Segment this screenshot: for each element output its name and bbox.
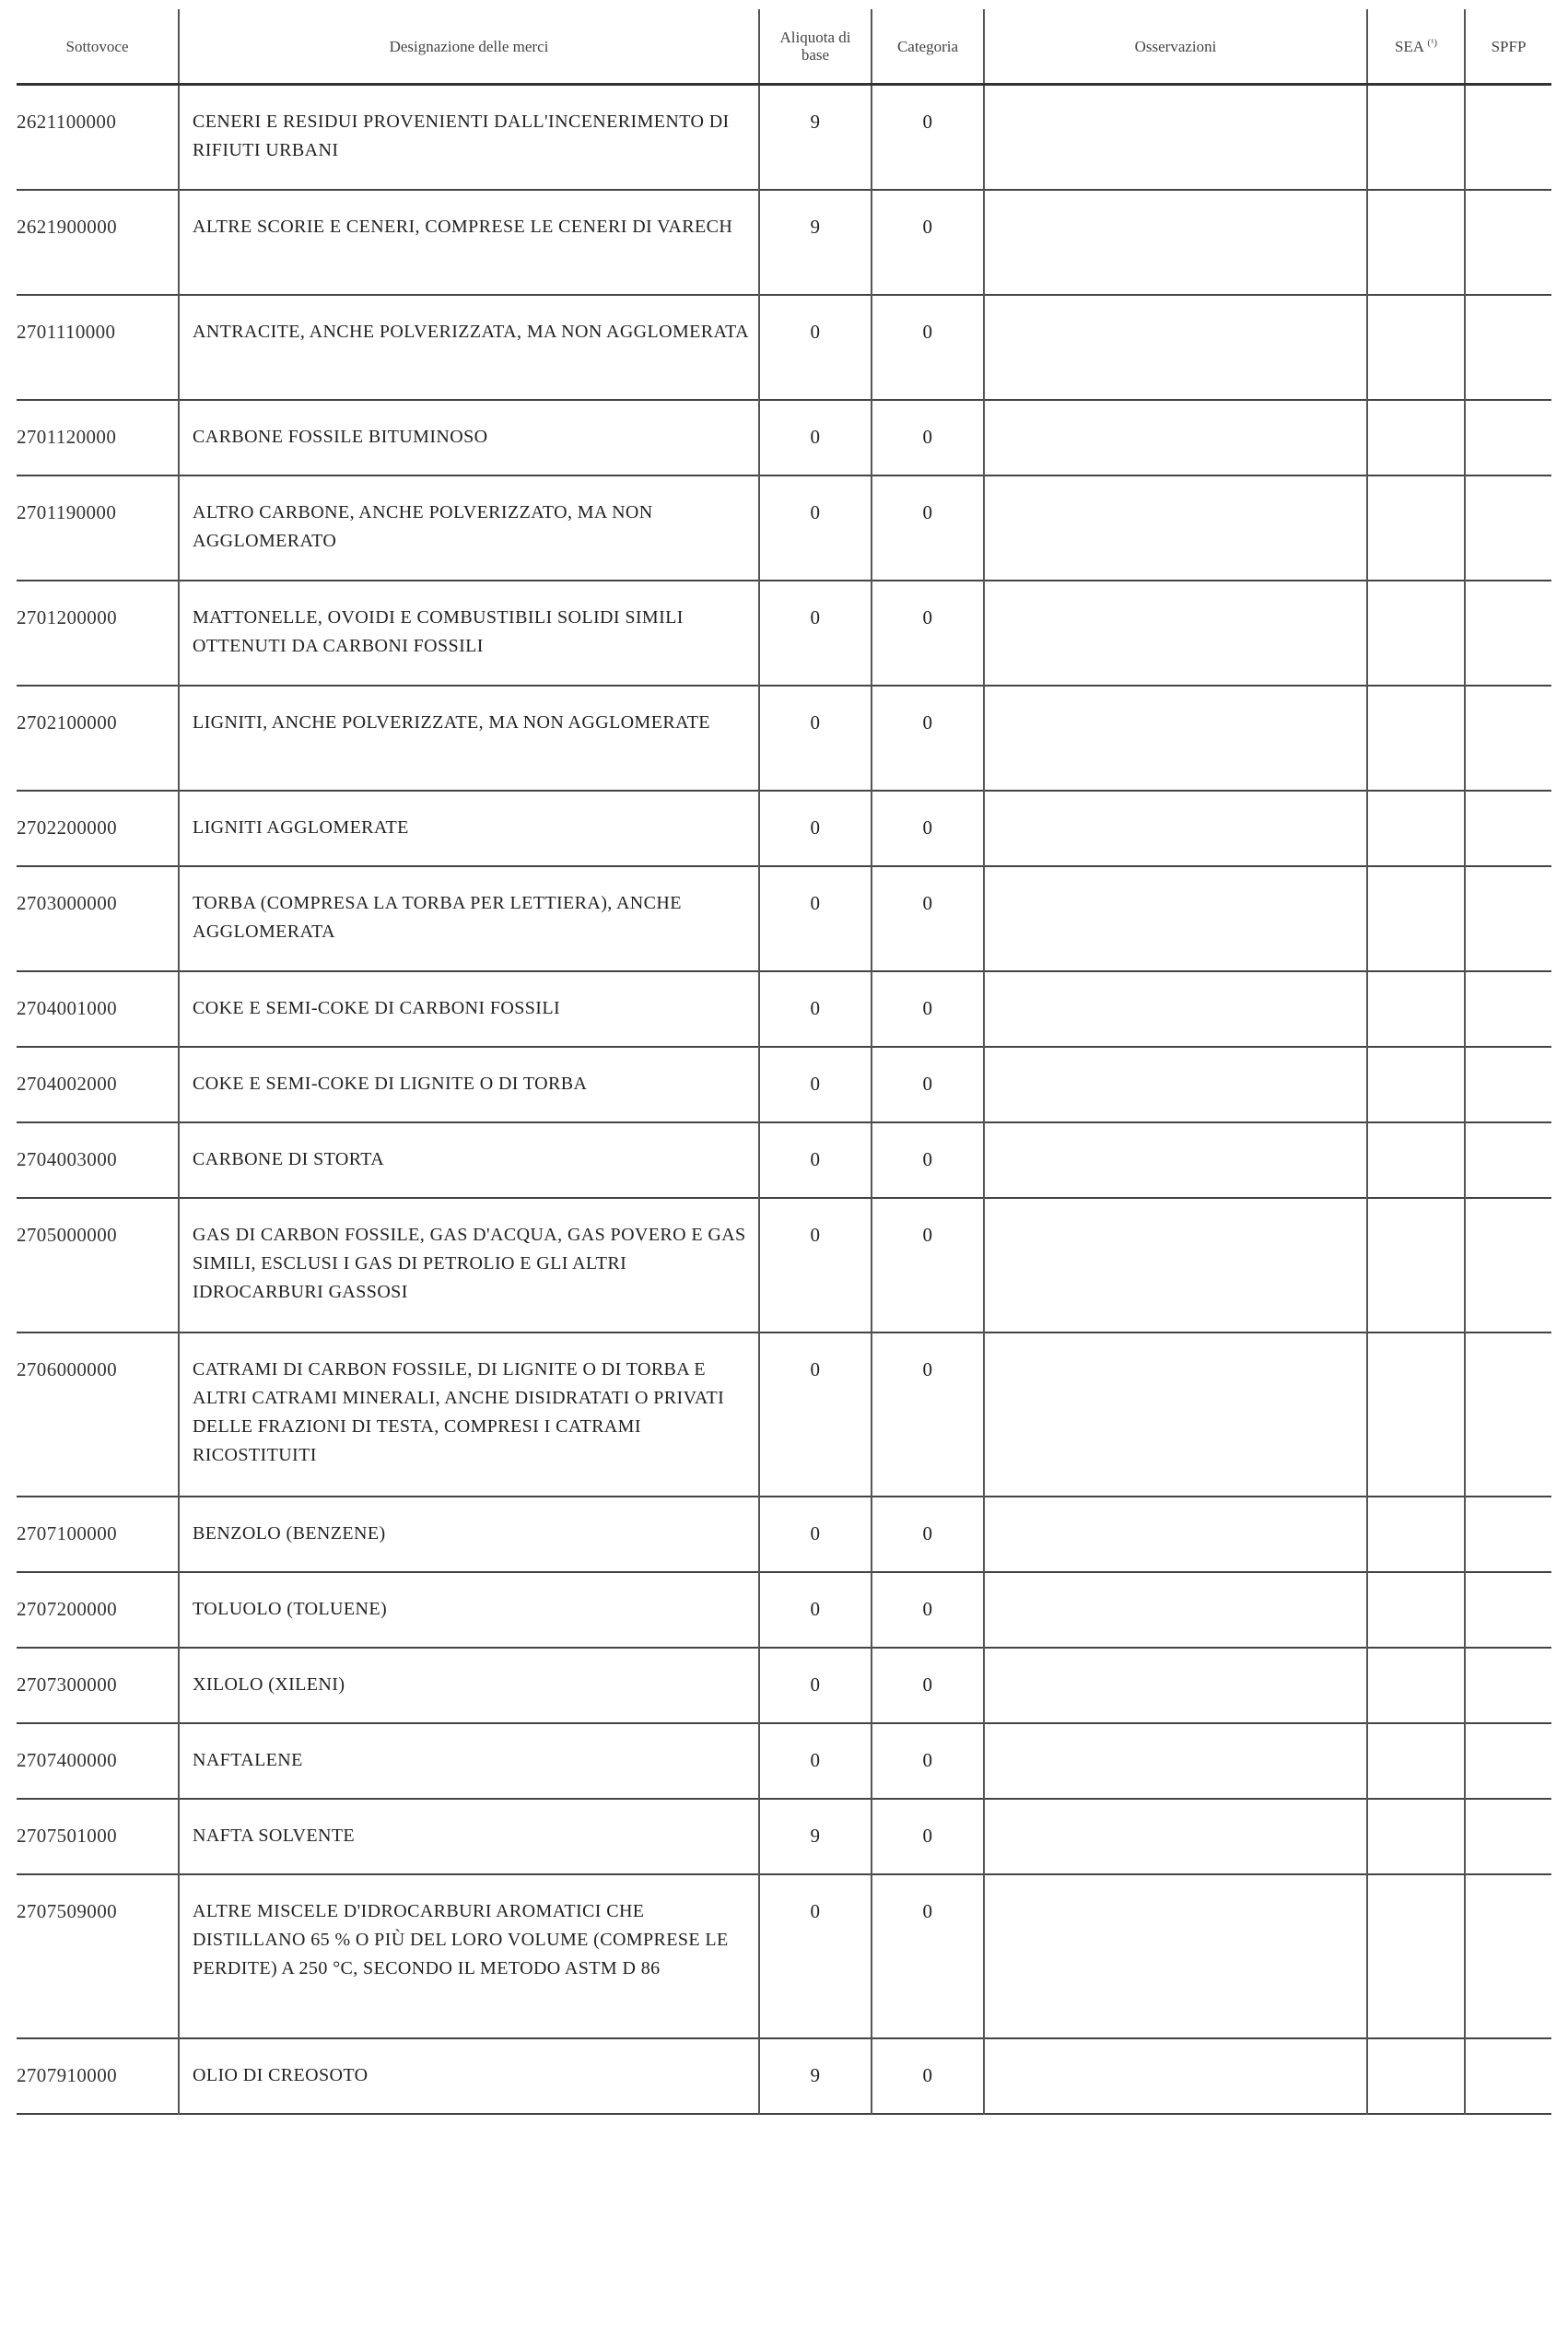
row-spfp xyxy=(1465,1198,1551,1332)
table-row xyxy=(17,1874,1551,2038)
row-spfp xyxy=(1465,85,1551,190)
row-notes xyxy=(984,1799,1367,1874)
row-category: 0 xyxy=(872,1874,984,2038)
row-base-rate: 9 xyxy=(759,190,872,295)
row-notes xyxy=(984,85,1367,190)
row-spfp xyxy=(1465,866,1551,971)
row-code: 2703000000 xyxy=(17,866,179,971)
row-code: 2707300000 xyxy=(17,1648,179,1723)
row-sea xyxy=(1367,190,1465,295)
row-sea xyxy=(1367,1572,1465,1648)
row-sea xyxy=(1367,1198,1465,1332)
table-row xyxy=(17,1497,1551,1572)
table-row xyxy=(17,1198,1551,1332)
row-sea xyxy=(1367,475,1465,581)
row-description: ANTRACITE, ANCHE POLVERIZZATA, MA NON AGGLOMERATA xyxy=(179,295,759,400)
row-notes xyxy=(984,400,1367,475)
row-code: 2701200000 xyxy=(17,581,179,686)
row-notes xyxy=(984,1723,1367,1799)
row-spfp xyxy=(1465,1332,1551,1497)
table-row xyxy=(17,1332,1551,1497)
row-code: 2702200000 xyxy=(17,791,179,866)
row-category: 0 xyxy=(872,190,984,295)
row-sea xyxy=(1367,686,1465,791)
row-category: 0 xyxy=(872,295,984,400)
header-code: Sottovoce xyxy=(17,9,179,85)
table-row xyxy=(17,295,1551,400)
table-row xyxy=(17,866,1551,971)
row-sea xyxy=(1367,1723,1465,1799)
row-notes xyxy=(984,1332,1367,1497)
row-description: LIGNITI AGGLOMERATE xyxy=(179,791,759,866)
row-notes xyxy=(984,190,1367,295)
footnote-ref: (¹) xyxy=(1427,36,1438,48)
row-code: 2701120000 xyxy=(17,400,179,475)
row-sea xyxy=(1367,85,1465,190)
row-code: 2707910000 xyxy=(17,2038,179,2114)
row-category: 0 xyxy=(872,475,984,581)
row-code: 2702100000 xyxy=(17,686,179,791)
row-notes xyxy=(984,1497,1367,1572)
row-description: OLIO DI CREOSOTO xyxy=(179,2038,759,2114)
row-description: MATTONELLE, OVOIDI E COMBUSTIBILI SOLIDI SIMILI OTTENUTI DA CARBONI FOSSILI xyxy=(179,581,759,686)
row-base-rate: 0 xyxy=(759,1874,872,2038)
row-spfp xyxy=(1465,1497,1551,1572)
header-base-rate: Aliquota di base xyxy=(759,9,872,85)
row-base-rate: 0 xyxy=(759,475,872,581)
row-description: TOLUOLO (TOLUENE) xyxy=(179,1572,759,1648)
row-description: CARBONE FOSSILE BITUMINOSO xyxy=(179,400,759,475)
row-notes xyxy=(984,1122,1367,1198)
row-spfp xyxy=(1465,686,1551,791)
table-row xyxy=(17,475,1551,581)
row-sea xyxy=(1367,581,1465,686)
row-code: 2704003000 xyxy=(17,1122,179,1198)
table-row xyxy=(17,1723,1551,1799)
row-category: 0 xyxy=(872,1572,984,1648)
table-row xyxy=(17,1799,1551,1874)
row-base-rate: 0 xyxy=(759,1723,872,1799)
table-row xyxy=(17,1648,1551,1723)
row-code: 2704001000 xyxy=(17,971,179,1047)
table-row xyxy=(17,686,1551,791)
row-sea xyxy=(1367,791,1465,866)
row-description: NAFTALENE xyxy=(179,1723,759,1799)
row-notes xyxy=(984,1648,1367,1723)
row-notes xyxy=(984,866,1367,971)
row-code: 2707509000 xyxy=(17,1874,179,2038)
row-base-rate: 0 xyxy=(759,295,872,400)
table-row xyxy=(17,1572,1551,1648)
row-category: 0 xyxy=(872,400,984,475)
table-row xyxy=(17,85,1551,190)
row-description: ALTRE SCORIE E CENERI, COMPRESE LE CENERI DI VARECH xyxy=(179,190,759,295)
row-description: COKE E SEMI-COKE DI CARBONI FOSSILI xyxy=(179,971,759,1047)
row-code: 2707200000 xyxy=(17,1572,179,1648)
row-description: ALTRO CARBONE, ANCHE POLVERIZZATO, MA NON AGGLOMERATO xyxy=(179,475,759,581)
row-category: 0 xyxy=(872,1047,984,1122)
row-description: ALTRE MISCELE D'IDROCARBURI AROMATICI CHE DISTILLANO 65 % O PIÙ DEL LORO VOLUME (COMPRESE LE PERDITE) A 250 °C, SECONDO IL METODO ASTM D 86 xyxy=(179,1874,759,2038)
row-spfp xyxy=(1465,971,1551,1047)
row-notes xyxy=(984,295,1367,400)
header-sea-label: SEA xyxy=(1394,37,1424,55)
row-base-rate: 0 xyxy=(759,791,872,866)
row-code: 2701190000 xyxy=(17,475,179,581)
row-code: 2706000000 xyxy=(17,1332,179,1497)
row-sea xyxy=(1367,1332,1465,1497)
row-base-rate: 0 xyxy=(759,1332,872,1497)
row-notes xyxy=(984,791,1367,866)
row-base-rate: 9 xyxy=(759,1799,872,1874)
row-notes xyxy=(984,581,1367,686)
table-row xyxy=(17,581,1551,686)
row-code: 2707501000 xyxy=(17,1799,179,1874)
row-description: NAFTA SOLVENTE xyxy=(179,1799,759,1874)
table-header xyxy=(17,9,1551,85)
header-category: Categoria xyxy=(872,9,984,85)
header-spfp: SPFP xyxy=(1465,9,1551,85)
row-category: 0 xyxy=(872,866,984,971)
row-spfp xyxy=(1465,2038,1551,2114)
table-row xyxy=(17,971,1551,1047)
row-notes xyxy=(984,1874,1367,2038)
row-category: 0 xyxy=(872,1497,984,1572)
row-category: 0 xyxy=(872,791,984,866)
row-description: CENERI E RESIDUI PROVENIENTI DALL'INCENERIMENTO DI RIFIUTI URBANI xyxy=(179,85,759,190)
row-spfp xyxy=(1465,295,1551,400)
row-sea xyxy=(1367,1874,1465,2038)
row-sea xyxy=(1367,400,1465,475)
table-row xyxy=(17,2038,1551,2114)
row-code: 2621100000 xyxy=(17,85,179,190)
row-spfp xyxy=(1465,1874,1551,2038)
row-sea xyxy=(1367,1648,1465,1723)
row-code: 2621900000 xyxy=(17,190,179,295)
row-notes xyxy=(984,1198,1367,1332)
row-base-rate: 0 xyxy=(759,866,872,971)
row-sea xyxy=(1367,295,1465,400)
row-code: 2707100000 xyxy=(17,1497,179,1572)
row-code: 2707400000 xyxy=(17,1723,179,1799)
row-spfp xyxy=(1465,1572,1551,1648)
row-code: 2704002000 xyxy=(17,1047,179,1122)
row-category: 0 xyxy=(872,1799,984,1874)
row-description: CARBONE DI STORTA xyxy=(179,1122,759,1198)
table-row xyxy=(17,791,1551,866)
table-row xyxy=(17,1047,1551,1122)
row-spfp xyxy=(1465,581,1551,686)
row-base-rate: 0 xyxy=(759,1198,872,1332)
row-notes xyxy=(984,475,1367,581)
row-category: 0 xyxy=(872,2038,984,2114)
row-category: 0 xyxy=(872,971,984,1047)
row-base-rate: 0 xyxy=(759,1497,872,1572)
tariff-table xyxy=(17,9,1551,2115)
row-base-rate: 9 xyxy=(759,85,872,190)
row-description: TORBA (COMPRESA LA TORBA PER LETTIERA), ANCHE AGGLOMERATA xyxy=(179,866,759,971)
row-description: XILOLO (XILENI) xyxy=(179,1648,759,1723)
row-category: 0 xyxy=(872,1198,984,1332)
table-body xyxy=(17,85,1551,2114)
row-code: 2701110000 xyxy=(17,295,179,400)
row-base-rate: 0 xyxy=(759,1572,872,1648)
row-sea xyxy=(1367,1799,1465,1874)
header-description: Designazione delle merci xyxy=(179,9,759,85)
row-category: 0 xyxy=(872,85,984,190)
row-base-rate: 0 xyxy=(759,400,872,475)
row-sea xyxy=(1367,971,1465,1047)
row-notes xyxy=(984,2038,1367,2114)
row-category: 0 xyxy=(872,1648,984,1723)
row-spfp xyxy=(1465,1799,1551,1874)
row-base-rate: 0 xyxy=(759,1648,872,1723)
row-sea xyxy=(1367,2038,1465,2114)
row-spfp xyxy=(1465,1723,1551,1799)
header-notes: Osservazioni xyxy=(984,9,1367,85)
row-base-rate: 0 xyxy=(759,1122,872,1198)
row-category: 0 xyxy=(872,1723,984,1799)
row-description: BENZOLO (BENZENE) xyxy=(179,1497,759,1572)
row-base-rate: 9 xyxy=(759,2038,872,2114)
table-row xyxy=(17,1122,1551,1198)
row-spfp xyxy=(1465,475,1551,581)
row-sea xyxy=(1367,1497,1465,1572)
row-spfp xyxy=(1465,1648,1551,1723)
row-notes xyxy=(984,686,1367,791)
row-description: GAS DI CARBON FOSSILE, GAS D'ACQUA, GAS POVERO E GAS SIMILI, ESCLUSI I GAS DI PETROLIO E GLI ALTRI IDROCARBURI GASSOSI xyxy=(179,1198,759,1332)
row-base-rate: 0 xyxy=(759,1047,872,1122)
row-category: 0 xyxy=(872,1332,984,1497)
row-category: 0 xyxy=(872,686,984,791)
row-description: COKE E SEMI-COKE DI LIGNITE O DI TORBA xyxy=(179,1047,759,1122)
row-base-rate: 0 xyxy=(759,581,872,686)
row-spfp xyxy=(1465,1122,1551,1198)
row-sea xyxy=(1367,866,1465,971)
row-notes xyxy=(984,1047,1367,1122)
table-row xyxy=(17,400,1551,475)
row-category: 0 xyxy=(872,1122,984,1198)
row-base-rate: 0 xyxy=(759,971,872,1047)
row-spfp xyxy=(1465,190,1551,295)
row-description: CATRAMI DI CARBON FOSSILE, DI LIGNITE O DI TORBA E ALTRI CATRAMI MINERALI, ANCHE DISIDRATATI O PRIVATI DELLE FRAZIONI DI TESTA, COMPRESI I CATRAMI RICOSTITUITI xyxy=(179,1332,759,1497)
row-sea xyxy=(1367,1047,1465,1122)
row-spfp xyxy=(1465,791,1551,866)
row-sea xyxy=(1367,1122,1465,1198)
row-description: LIGNITI, ANCHE POLVERIZZATE, MA NON AGGLOMERATE xyxy=(179,686,759,791)
row-category: 0 xyxy=(872,581,984,686)
row-notes xyxy=(984,971,1367,1047)
table-row xyxy=(17,190,1551,295)
row-code: 2705000000 xyxy=(17,1198,179,1332)
row-base-rate: 0 xyxy=(759,686,872,791)
row-spfp xyxy=(1465,1047,1551,1122)
row-notes xyxy=(984,1572,1367,1648)
header-sea xyxy=(1367,9,1465,85)
row-spfp xyxy=(1465,400,1551,475)
